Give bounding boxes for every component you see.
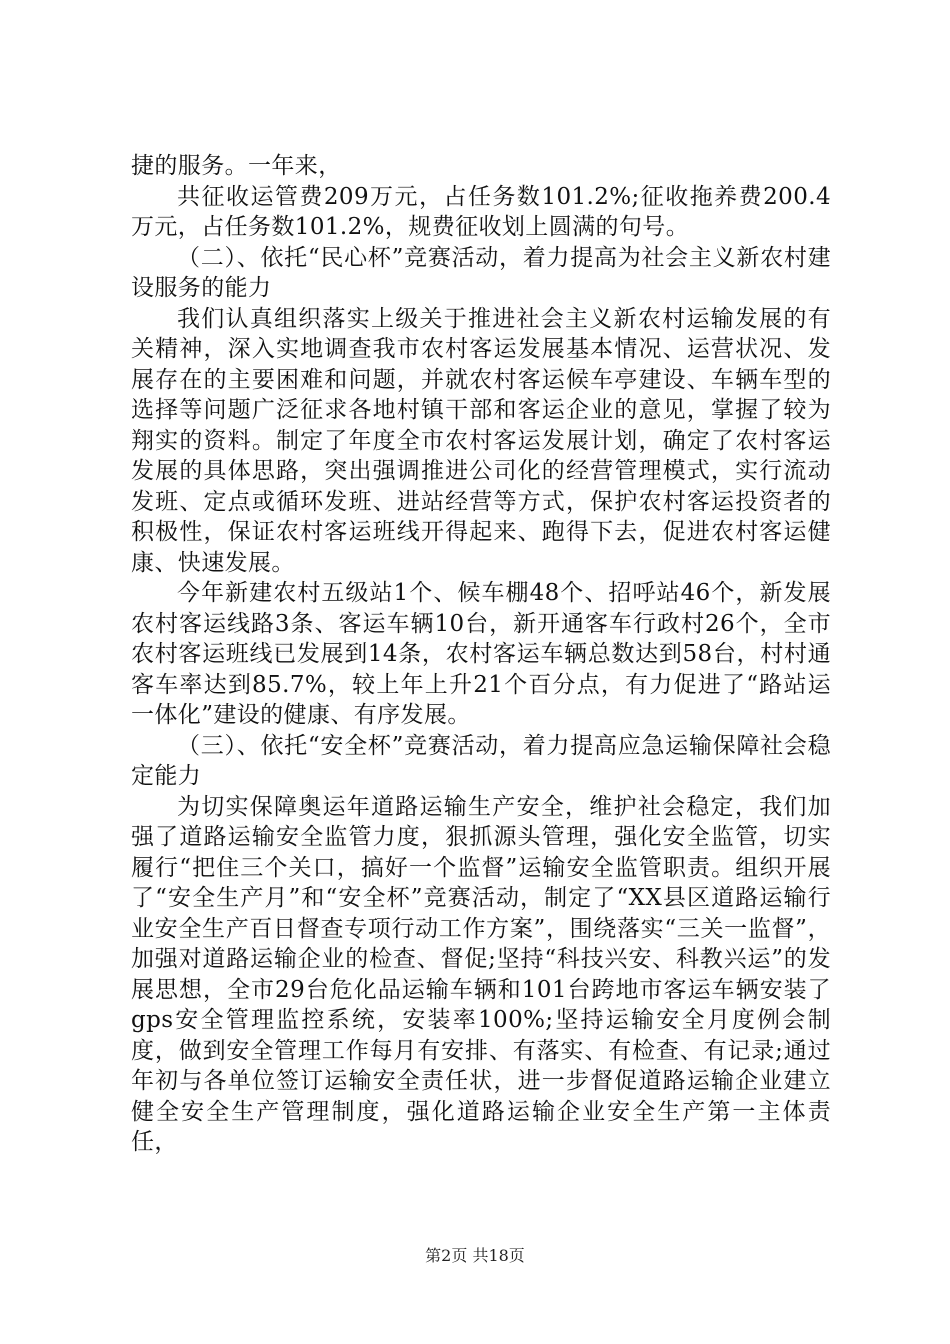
paragraph-rural-transport: 我们认真组织落实上级关于推进社会主义新农村运输发展的有关精神，深入实地调查我市农村客运发展基本情况、运营状况、发展存在的主要困难和问题，并就农村客运候车亭建设、车辆车型的选择等问题广泛征求各地村镇干部和客运企业的意见，掌握了较为翔实的资料。制定了年度全市农村客运发展计划，确定了农村客运发展的具体思路，突出强调推进公司化的经营管理模式，实行流动发班、定点或循环发班、进站经营等方式，保护农村客运投资者的积极性，保证农村客运班线开得起来、跑得下去，促进农村客运健康、快速发展。 xyxy=(131,305,831,576)
page-footer: 第2页 共18页 xyxy=(425,1246,525,1265)
paragraph-fees: 共征收运管费209万元，占任务数101.2%;征收拖养费200.4万元，占任务数101.2%，规费征收划上圆满的句号。 xyxy=(131,183,831,240)
section-heading-3: （三）、依托“安全杯”竞赛活动，着力提高应急运输保障社会稳定能力 xyxy=(131,732,831,789)
document-body xyxy=(131,151,831,1158)
section-heading-2: （二）、依托“民心杯”竞赛活动，着力提高为社会主义新农村建设服务的能力 xyxy=(131,244,831,301)
paragraph-rural-stats: 今年新建农村五级站1个、候车棚48个、招呼站46个，新发展农村客运线路3条、客运车辆10台，新开通客车行政村26个，全市农村客运班线已发展到14条，农村客运车辆总数达到58台，村村通客车率达到85.7%，较上年上升21个百分点，有力促进了“路站运一体化”建设的健康、有序发展。 xyxy=(131,580,831,728)
paragraph-safety: 为切实保障奥运年道路运输生产安全，维护社会稳定，我们加强了道路运输安全监管力度，狠抓源头管理，强化安全监管，切实履行“把住三个关口，搞好一个监督”运输安全监管职责。组织开展了“安全生产月”和“安全杯”竞赛活动，制定了“XX县区道路运输行业安全生产百日督查专项行动工作方案”，围绕落实“三关一监督”，加强对道路运输企业的检查、督促;坚持“科技兴安、科教兴运”的发展思想，全市29台危化品运输车辆和101台跨地市客运车辆安装了gps安全管理监控系统，安装率100%;坚持运输安全月度例会制度，做到安全管理工作每月有安排、有落实、有检查、有记录;通过年初与各单位签订运输安全责任状，进一步督促道路运输企业建立健全安全生产管理制度，强化道路运输企业安全生产第一主体责任， xyxy=(131,793,831,1155)
paragraph-continuation: 捷的服务。一年来， xyxy=(131,153,342,179)
